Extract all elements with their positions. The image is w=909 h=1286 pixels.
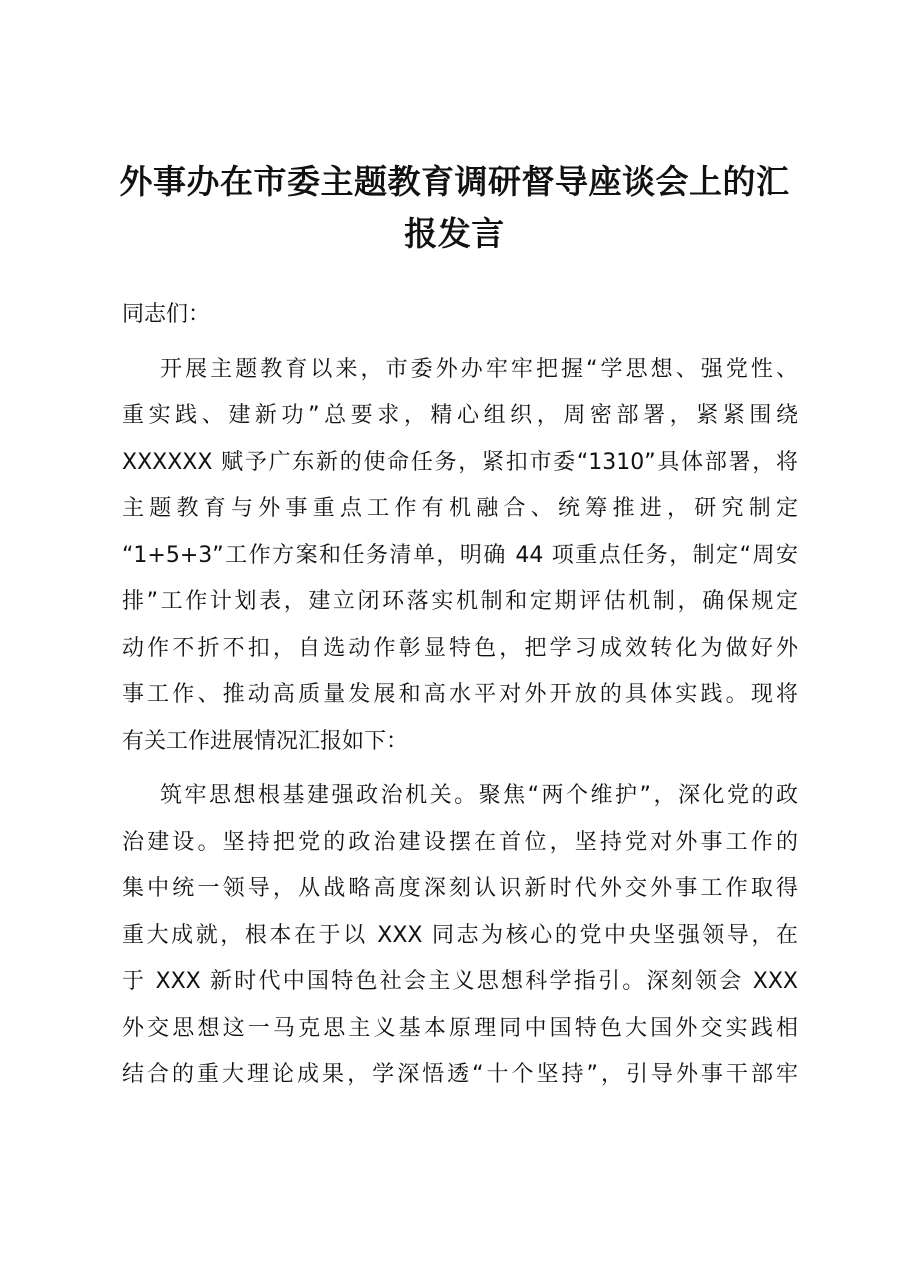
paragraph-line: 排”工作计划表，建立闭环落实机制和定期评估机制，确保规定 [122, 589, 798, 614]
paragraph-line: 开展主题教育以来，市委外办牢牢把握“学思想、强党性、 [160, 356, 798, 382]
paragraph-line: 治建设。坚持把党的政治建设摆在首位，坚持党对外事工作的 [122, 829, 798, 855]
salutation: 同志们： [122, 302, 211, 327]
paragraph-line: 重实践、建新功”总要求，精心组织，周密部署，紧紧围绕 [122, 403, 798, 428]
paragraph-line: 集中统一领导，从战略高度深刻认识新时代外交外事工作取得 [122, 876, 798, 901]
paragraph-line: “1+5+3”工作方案和任务清单，明确 44 项重点任务，制定“周安 [122, 542, 798, 568]
title-line-1: 外事办在市委主题教育调研督导座谈会上的汇 [119, 162, 790, 201]
document-body [122, 292, 798, 1099]
paragraph-line: 于 XXX 新时代中国特色社会主义思想科学指引。深刻领会 XXX [122, 969, 798, 994]
paragraph-1 [122, 347, 798, 766]
paragraph-line: 外交思想这一马克思主义基本原理同中国特色大国外交实践相 [122, 1015, 798, 1041]
title-line-2: 报发言 [404, 214, 505, 253]
paragraph-line: 事工作、推动高质量发展和高水平对外开放的具体实践。现将 [122, 682, 798, 707]
paragraph-line: 动作不折不扣，自选动作彰显特色，把学习成效转化为做好外 [122, 635, 798, 661]
paragraph-line: 有关工作进展情况汇报如下： [122, 728, 409, 754]
paragraph-line: 重大成就，根本在于以 XXX 同志为核心的党中央坚强领导，在 [122, 922, 798, 948]
paragraph-line: 主题教育与外事重点工作有机融合、统筹推进，研究制定 [122, 496, 798, 521]
paragraph-line: 结合的重大理论成果，学深悟透“十个坚持”，引导外事干部牢 [122, 1062, 798, 1087]
paragraph-line: 筑牢思想根基建强政治机关。聚焦“两个维护”，深化党的政 [160, 783, 798, 808]
document-title [100, 156, 809, 260]
paragraph-line: XXXXXX 赋予广东新的使命任务，紧扣市委“1310”具体部署，将 [122, 449, 798, 475]
paragraph-2 [122, 773, 798, 1099]
